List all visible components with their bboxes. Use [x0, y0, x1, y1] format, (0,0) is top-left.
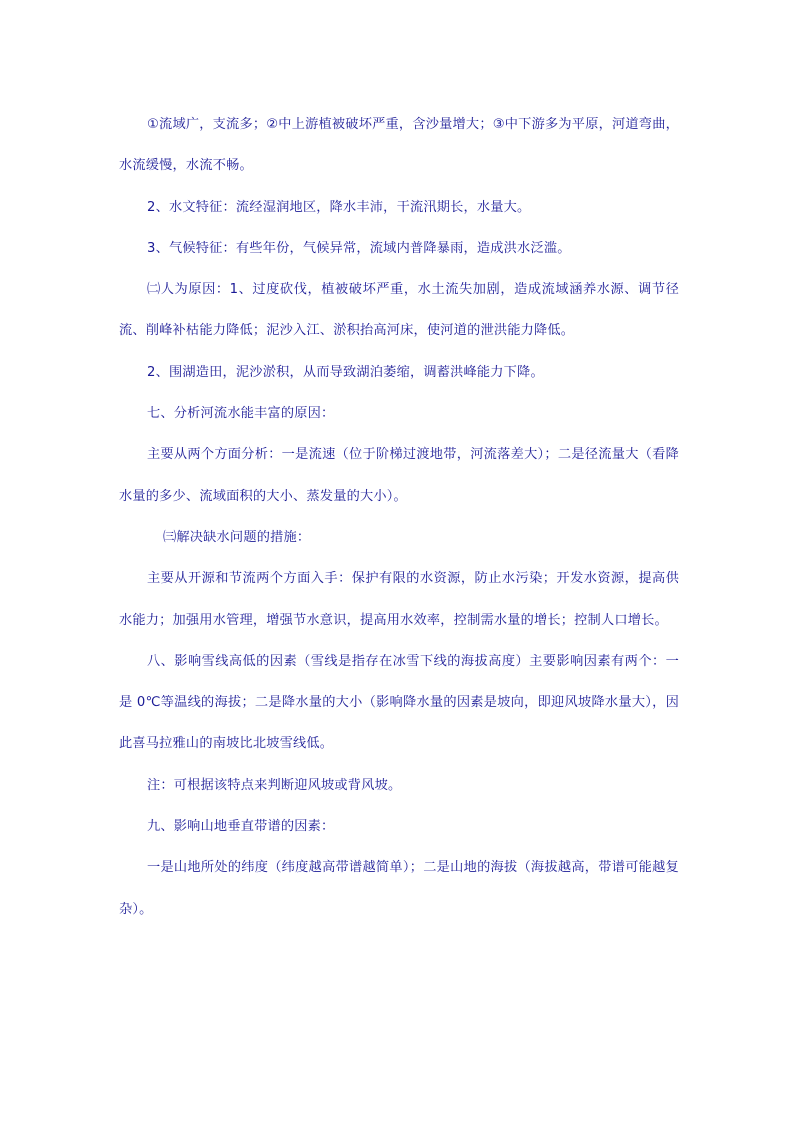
paragraph-human-causes: ㈡人为原因：1、过度砍伐，植被破坏严重，水土流失加剧，造成流域涵养水源、调节径流、削峰补枯能力降低；泥沙入江、淤积抬高河床，使河道的泄洪能力降低。 — [119, 282, 679, 339]
paragraph-lake-reclamation: 2、围湖造田，泥沙淤积，从而导致湖泊萎缩，调蓄洪峰能力下降。 — [147, 364, 544, 380]
paragraph-hydropower-analysis: 主要从两个方面分析：一是流速（位于阶梯过渡地带，河流落差大）；二是径流量大（看降水量的多少、流域面积的大小、蒸发量的大小）。 — [119, 447, 679, 504]
paragraph-hydrology-features: 2、水文特征：流经湿润地区，降水丰沛，干流汛期长，水量大。 — [147, 199, 531, 215]
paragraph-snowline-factors: 八、影响雪线高低的因素（雪线是指存在冰雪下线的海拔高度）主要影响因素有两个：一是 0℃等温线的海拔；二是降水量的大小（影响降水量的因素是坡向，即迎风坡降水量大），因此喜马拉雅山的南坡比北坡雪线低。 — [119, 653, 679, 752]
heading-water-shortage: ㈢解决缺水问题的措施： — [163, 529, 311, 545]
paragraph-water-shortage-measures: 主要从开源和节流两个方面入手：保护有限的水资源，防止水污染；开发水资源，提高供水能力；加强用水管理，增强节水意识，提高用水效率，控制需水量的增长；控制人口增长。 — [119, 571, 679, 628]
paragraph-climate-features: 3、气候特征：有些年份，气候异常，流域内普降暴雨，造成洪水泛滥。 — [147, 240, 571, 256]
document-body — [119, 104, 679, 930]
heading-vertical-zonation: 九、影响山地垂直带谱的因素： — [147, 819, 335, 835]
paragraph-river-basin-causes: ①流域广，支流多；②中上游植被破坏严重，含沙量增大；③中下游多为平原，河道弯曲，水流缓慢，水流不畅。 — [119, 117, 679, 174]
heading-hydropower: 七、分析河流水能丰富的原因： — [147, 406, 335, 422]
paragraph-note: 注：可根据该特点来判断迎风坡或背风坡。 — [147, 777, 402, 793]
paragraph-vertical-zonation: 一是山地所处的纬度（纬度越高带谱越简单）；二是山地的海拔（海拔越高，带谱可能越复杂）。 — [119, 860, 679, 917]
